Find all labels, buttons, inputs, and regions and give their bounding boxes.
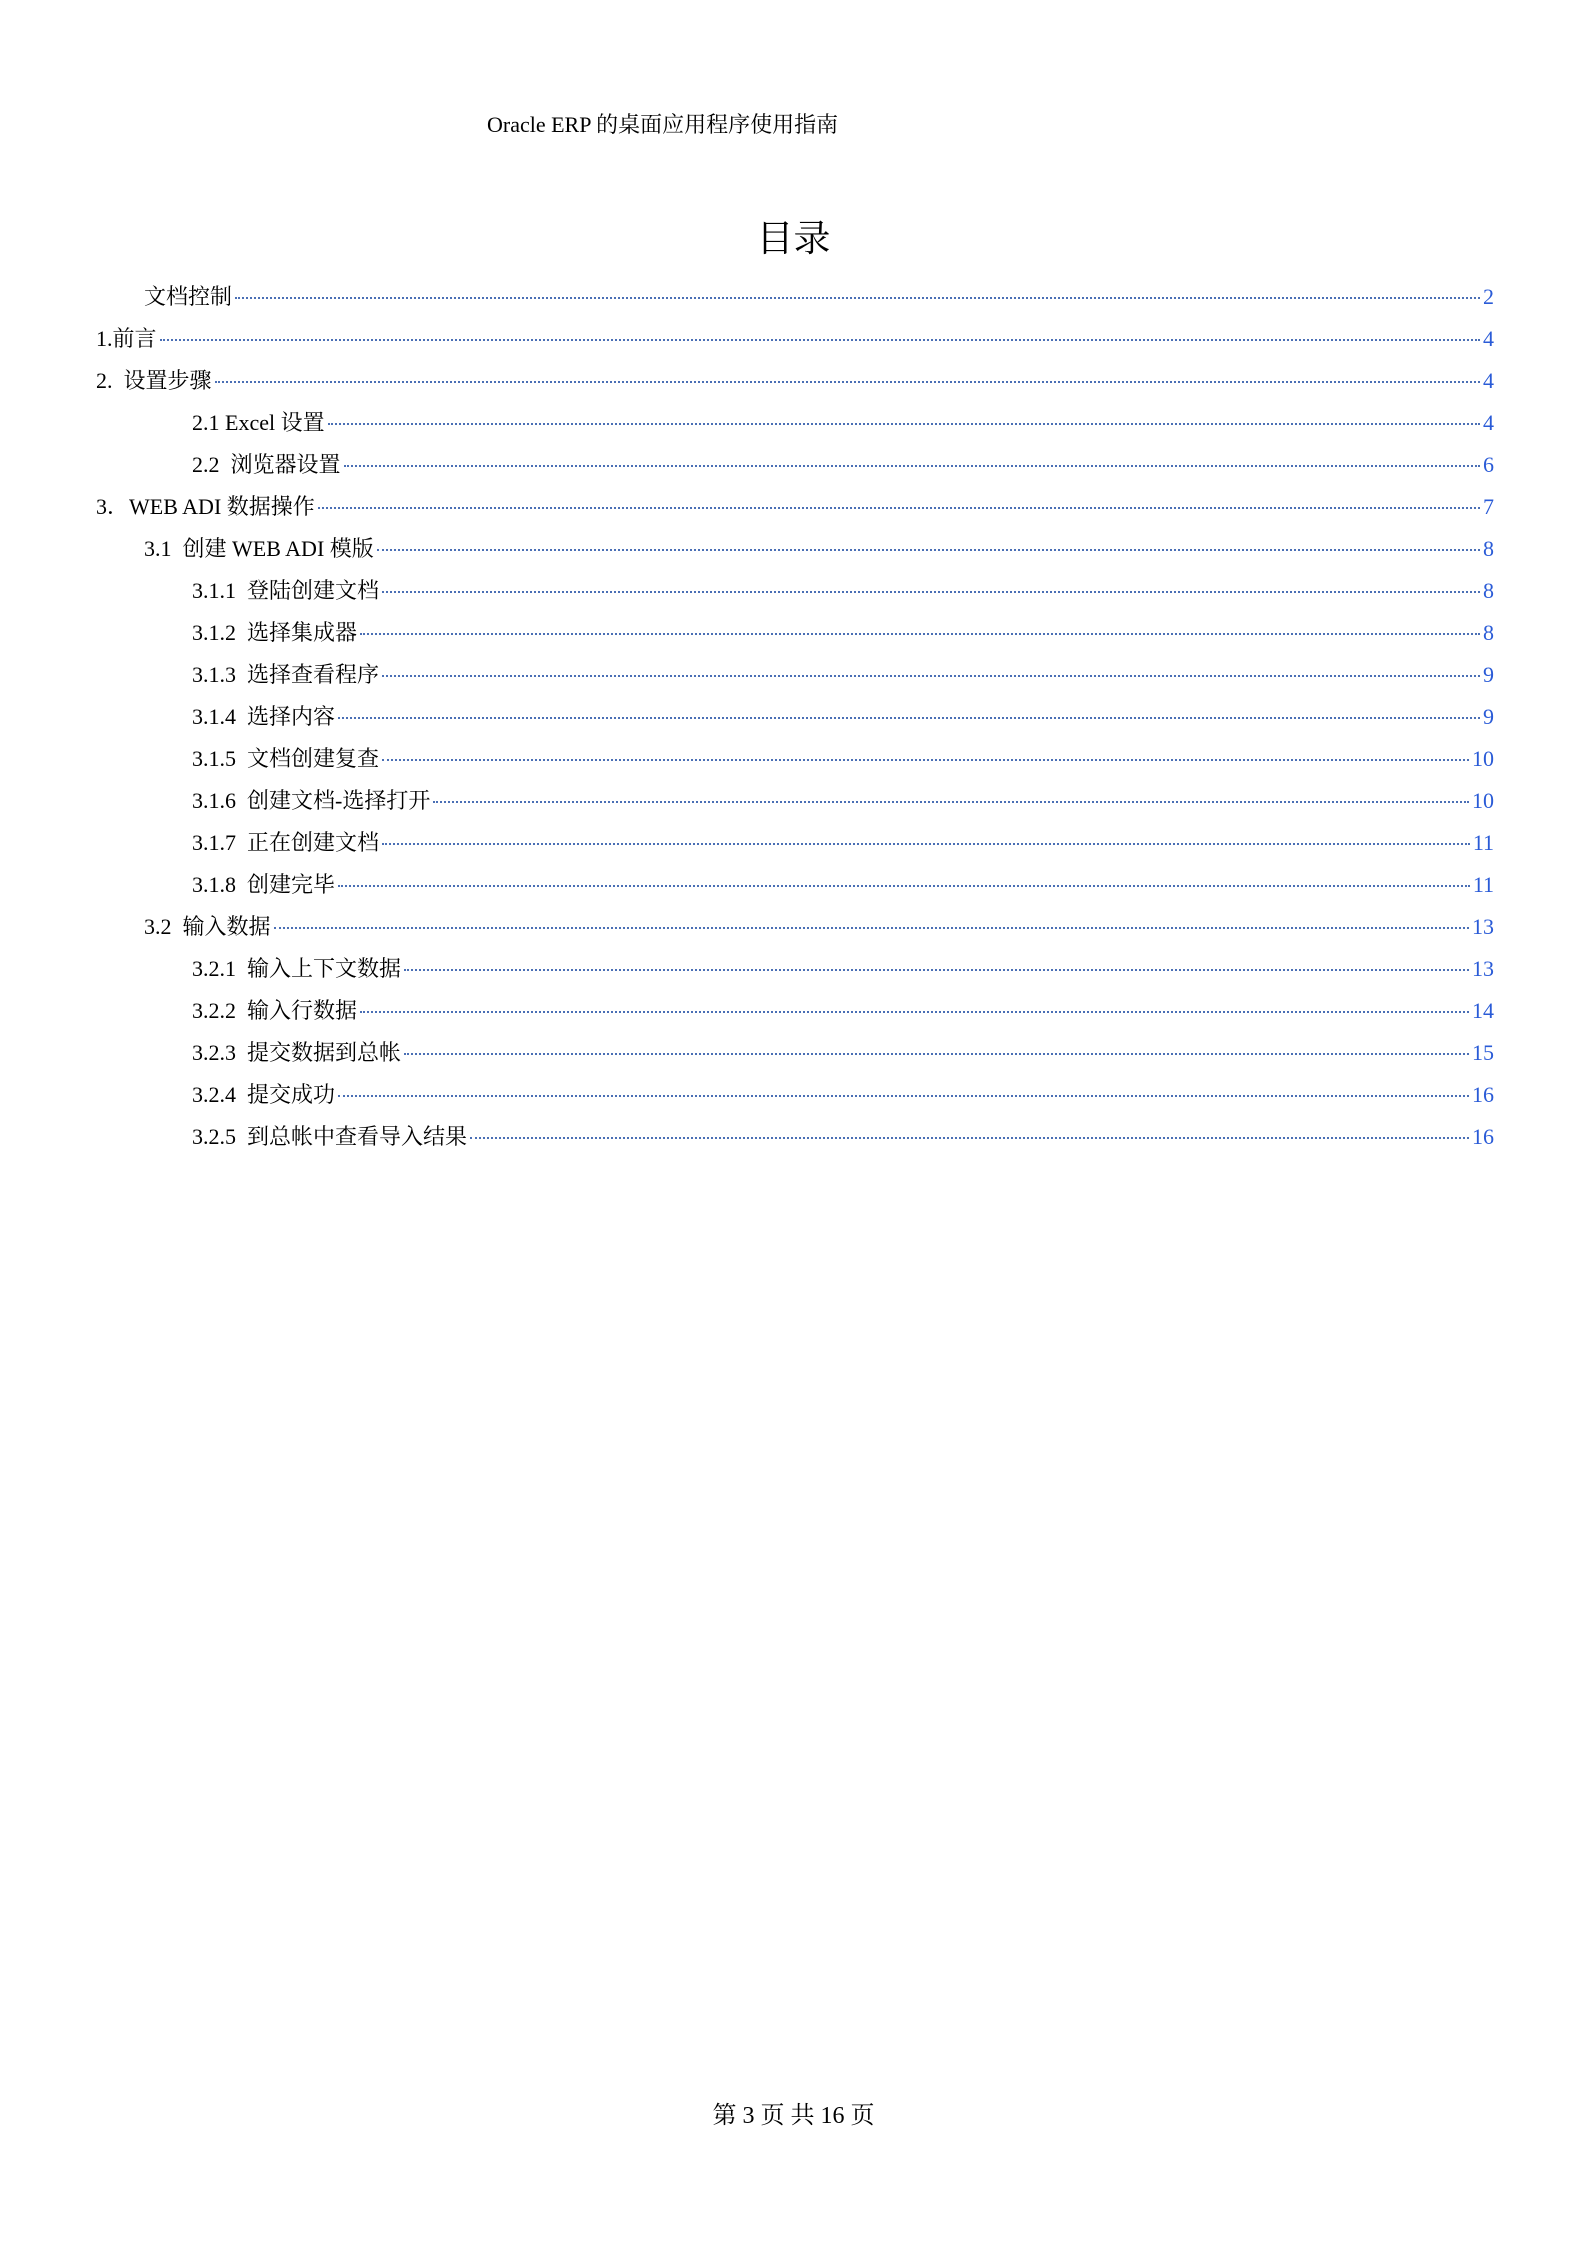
- table-of-contents: [96, 280, 1494, 1162]
- document-header-title: Oracle ERP 的桌面应用程序使用指南: [487, 112, 839, 137]
- toc-entry-page-number[interactable]: 16: [1472, 1082, 1494, 1107]
- toc-dot-leader: [274, 927, 1469, 929]
- toc-entry-page-number[interactable]: 9: [1483, 662, 1494, 687]
- toc-entry-page-number[interactable]: 4: [1483, 368, 1494, 393]
- toc-entry-page-number[interactable]: 8: [1483, 536, 1494, 561]
- toc-entry[interactable]: [96, 784, 1494, 826]
- toc-entry-label: 3.1.5 文档创建复查: [192, 746, 380, 771]
- toc-entry-label: 2. 设置步骤: [96, 368, 212, 393]
- toc-entry-page-number[interactable]: 4: [1483, 326, 1494, 351]
- toc-dot-leader: [382, 591, 1480, 593]
- toc-entry[interactable]: [96, 490, 1494, 532]
- toc-entry[interactable]: [96, 322, 1494, 364]
- toc-entry[interactable]: [96, 994, 1494, 1036]
- toc-entry-page-number[interactable]: 11: [1472, 872, 1494, 897]
- toc-entry-label: 1.前言: [96, 326, 157, 351]
- toc-heading: 目录: [756, 219, 831, 260]
- toc-dot-leader: [360, 633, 1480, 635]
- toc-entry[interactable]: [96, 406, 1494, 448]
- toc-entry-page-number[interactable]: 7: [1483, 494, 1494, 519]
- toc-entry-label: 3.1.4 选择内容: [192, 704, 336, 729]
- toc-entry-label: 3.1.7 正在创建文档: [192, 830, 380, 855]
- toc-entry[interactable]: [96, 658, 1494, 700]
- toc-entry-label: 3.1.2 选择集成器: [192, 620, 358, 645]
- toc-dot-leader: [470, 1137, 1469, 1139]
- toc-entry-page-number[interactable]: 10: [1472, 746, 1494, 771]
- toc-entry-label: 2.2 浏览器设置: [192, 452, 341, 477]
- toc-dot-leader: [377, 549, 1480, 551]
- toc-dot-leader: [404, 969, 1469, 971]
- toc-entry-page-number[interactable]: 4: [1483, 410, 1494, 435]
- toc-entry-label: 3.1.1 登陆创建文档: [192, 578, 380, 603]
- toc-entry[interactable]: [96, 1078, 1494, 1120]
- toc-entry-label: 3.1.6 创建文档-选择打开: [192, 788, 431, 813]
- toc-entry-page-number[interactable]: 13: [1472, 956, 1494, 981]
- toc-entry[interactable]: [96, 742, 1494, 784]
- toc-entry-page-number[interactable]: 10: [1472, 788, 1494, 813]
- toc-dot-leader: [344, 465, 1480, 467]
- toc-entry-page-number[interactable]: 14: [1472, 998, 1494, 1023]
- toc-entry[interactable]: [96, 826, 1494, 868]
- toc-dot-leader: [360, 1011, 1469, 1013]
- toc-entry-label: 3.1.8 创建完毕: [192, 872, 336, 897]
- toc-entry[interactable]: [96, 868, 1494, 910]
- toc-entry[interactable]: [96, 364, 1494, 406]
- toc-entry-label: 3.2.5 到总帐中查看导入结果: [192, 1124, 468, 1149]
- toc-entry-page-number[interactable]: 9: [1483, 704, 1494, 729]
- toc-entry[interactable]: [96, 280, 1494, 322]
- toc-entry[interactable]: [96, 910, 1494, 952]
- toc-dot-leader: [433, 801, 1469, 803]
- toc-entry-label: 2.1 Excel 设置: [192, 410, 325, 435]
- toc-entry[interactable]: [96, 448, 1494, 490]
- toc-entry[interactable]: [96, 1120, 1494, 1162]
- toc-entry-page-number[interactable]: 16: [1472, 1124, 1494, 1149]
- toc-entry-label: 3.2.2 输入行数据: [192, 998, 358, 1023]
- toc-dot-leader: [404, 1053, 1469, 1055]
- toc-dot-leader: [215, 381, 1480, 383]
- toc-entry-label: 文档控制: [144, 284, 233, 309]
- toc-entry-page-number[interactable]: 13: [1472, 914, 1494, 939]
- toc-entry-label: 3.2.1 输入上下文数据: [192, 956, 402, 981]
- toc-dot-leader: [328, 423, 1480, 425]
- toc-entry[interactable]: [96, 574, 1494, 616]
- toc-entry-label: 3.1.3 选择查看程序: [192, 662, 380, 687]
- toc-entry-label: 3.2.3 提交数据到总帐: [192, 1040, 402, 1065]
- toc-dot-leader: [382, 843, 1470, 845]
- toc-entry-page-number[interactable]: 8: [1483, 620, 1494, 645]
- toc-entry-label: 3.2.4 提交成功: [192, 1082, 336, 1107]
- toc-dot-leader: [160, 339, 1480, 341]
- toc-dot-leader: [235, 297, 1480, 299]
- toc-entry[interactable]: [96, 532, 1494, 574]
- toc-entry[interactable]: [96, 700, 1494, 742]
- toc-entry[interactable]: [96, 616, 1494, 658]
- toc-dot-leader: [338, 717, 1480, 719]
- toc-dot-leader: [338, 1095, 1469, 1097]
- toc-dot-leader: [382, 759, 1469, 761]
- toc-entry-page-number[interactable]: 15: [1472, 1040, 1494, 1065]
- toc-entry-page-number[interactable]: 6: [1483, 452, 1494, 477]
- toc-entry[interactable]: [96, 1036, 1494, 1078]
- toc-entry-page-number[interactable]: 11: [1472, 830, 1494, 855]
- toc-dot-leader: [338, 885, 1470, 887]
- toc-entry-page-number[interactable]: 2: [1483, 284, 1494, 309]
- toc-entry-label: 3．WEB ADI 数据操作: [96, 494, 315, 519]
- page-footer: 第 3 页 共 16 页: [712, 2103, 875, 2129]
- toc-entry[interactable]: [96, 952, 1494, 994]
- toc-entry-page-number[interactable]: 8: [1483, 578, 1494, 603]
- toc-dot-leader: [318, 507, 1480, 509]
- toc-entry-label: 3.1 创建 WEB ADI 模版: [144, 536, 374, 561]
- toc-entry-label: 3.2 输入数据: [144, 914, 271, 939]
- toc-dot-leader: [382, 675, 1480, 677]
